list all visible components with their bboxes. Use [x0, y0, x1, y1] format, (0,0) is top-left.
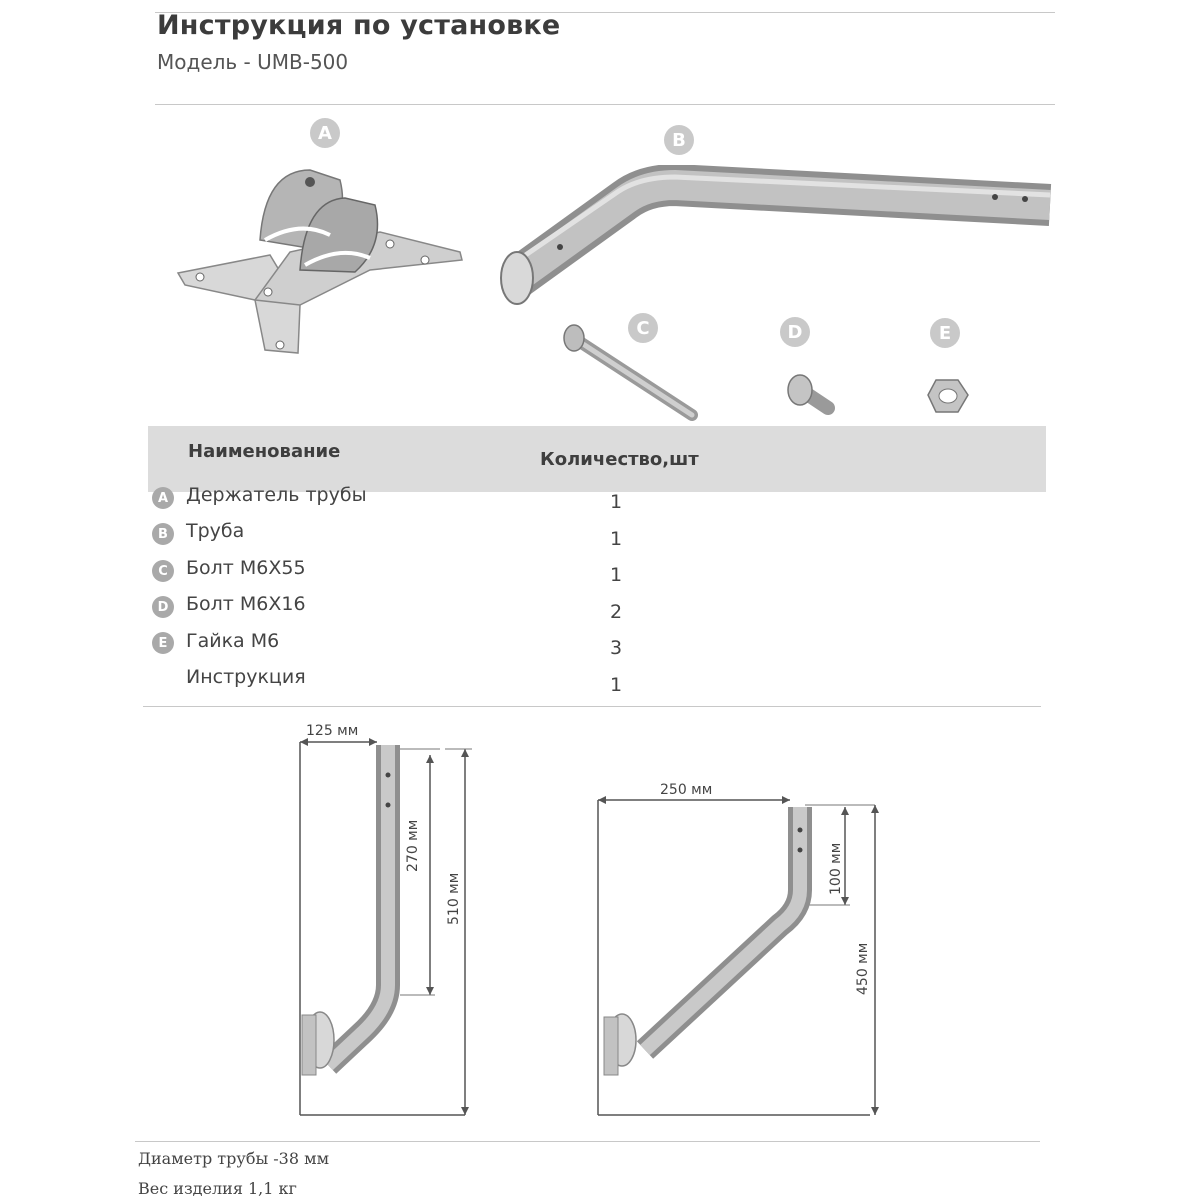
dim-left-height: 510 мм: [446, 872, 462, 925]
pipe-holder-illustration: [170, 160, 470, 360]
dim-left-inner: 270 мм: [405, 819, 421, 872]
dimension-drawing-long: [580, 785, 890, 1125]
row-name-pipe-holder: Держатель трубы: [186, 484, 367, 506]
dim-left-width: 125 мм: [306, 723, 359, 739]
row-name-bolt-m6x55: Болт М6Х55: [186, 557, 306, 579]
header-divider: [155, 104, 1055, 105]
row-name-bolt-m6x16: Болт М6Х16: [186, 593, 306, 615]
product-weight-note: Вес изделия 1,1 кг: [138, 1179, 297, 1198]
dim-right-inner: 100 мм: [828, 842, 844, 895]
row-name-nut-m6: Гайка М6: [186, 630, 280, 652]
part-label-a: A: [310, 118, 340, 148]
bolt-m6x55-illustration: [560, 320, 710, 430]
table-divider: [143, 706, 1041, 707]
part-label-e: E: [930, 318, 960, 348]
footer-divider: [135, 1141, 1040, 1142]
row-qty-pipe-holder: 1: [610, 491, 623, 513]
row-qty-bolt-m6x55: 1: [610, 564, 623, 586]
row-name-pipe: Труба: [186, 520, 245, 542]
row-badge-d: D: [152, 596, 174, 618]
pipe-diameter-note: Диаметр трубы -38 мм: [138, 1149, 330, 1168]
part-label-b: B: [664, 125, 694, 155]
nut-m6-illustration: [918, 370, 978, 420]
row-badge-a: A: [152, 487, 174, 509]
part-label-c: C: [628, 313, 658, 343]
row-qty-pipe: 1: [610, 528, 623, 550]
row-qty-bolt-m6x16: 2: [610, 601, 623, 623]
bolt-m6x16-illustration: [780, 370, 840, 420]
col-name-header: Наименование: [188, 441, 341, 462]
page-title: Инструкция по установке: [157, 10, 561, 41]
part-label-d: D: [780, 317, 810, 347]
row-badge-e: E: [152, 632, 174, 654]
row-qty-instruction: 1: [610, 674, 623, 696]
pipe-illustration: [495, 165, 1055, 315]
row-name-instruction: Инструкция: [186, 666, 306, 688]
model-subtitle: Модель - UMB-500: [157, 50, 349, 74]
dim-right-width: 250 мм: [660, 782, 713, 798]
row-qty-nut-m6: 3: [610, 637, 623, 659]
dim-right-height: 450 мм: [855, 942, 871, 995]
row-badge-c: C: [152, 560, 174, 582]
col-qty-header: Количество,шт: [540, 449, 699, 470]
row-badge-b: B: [152, 523, 174, 545]
